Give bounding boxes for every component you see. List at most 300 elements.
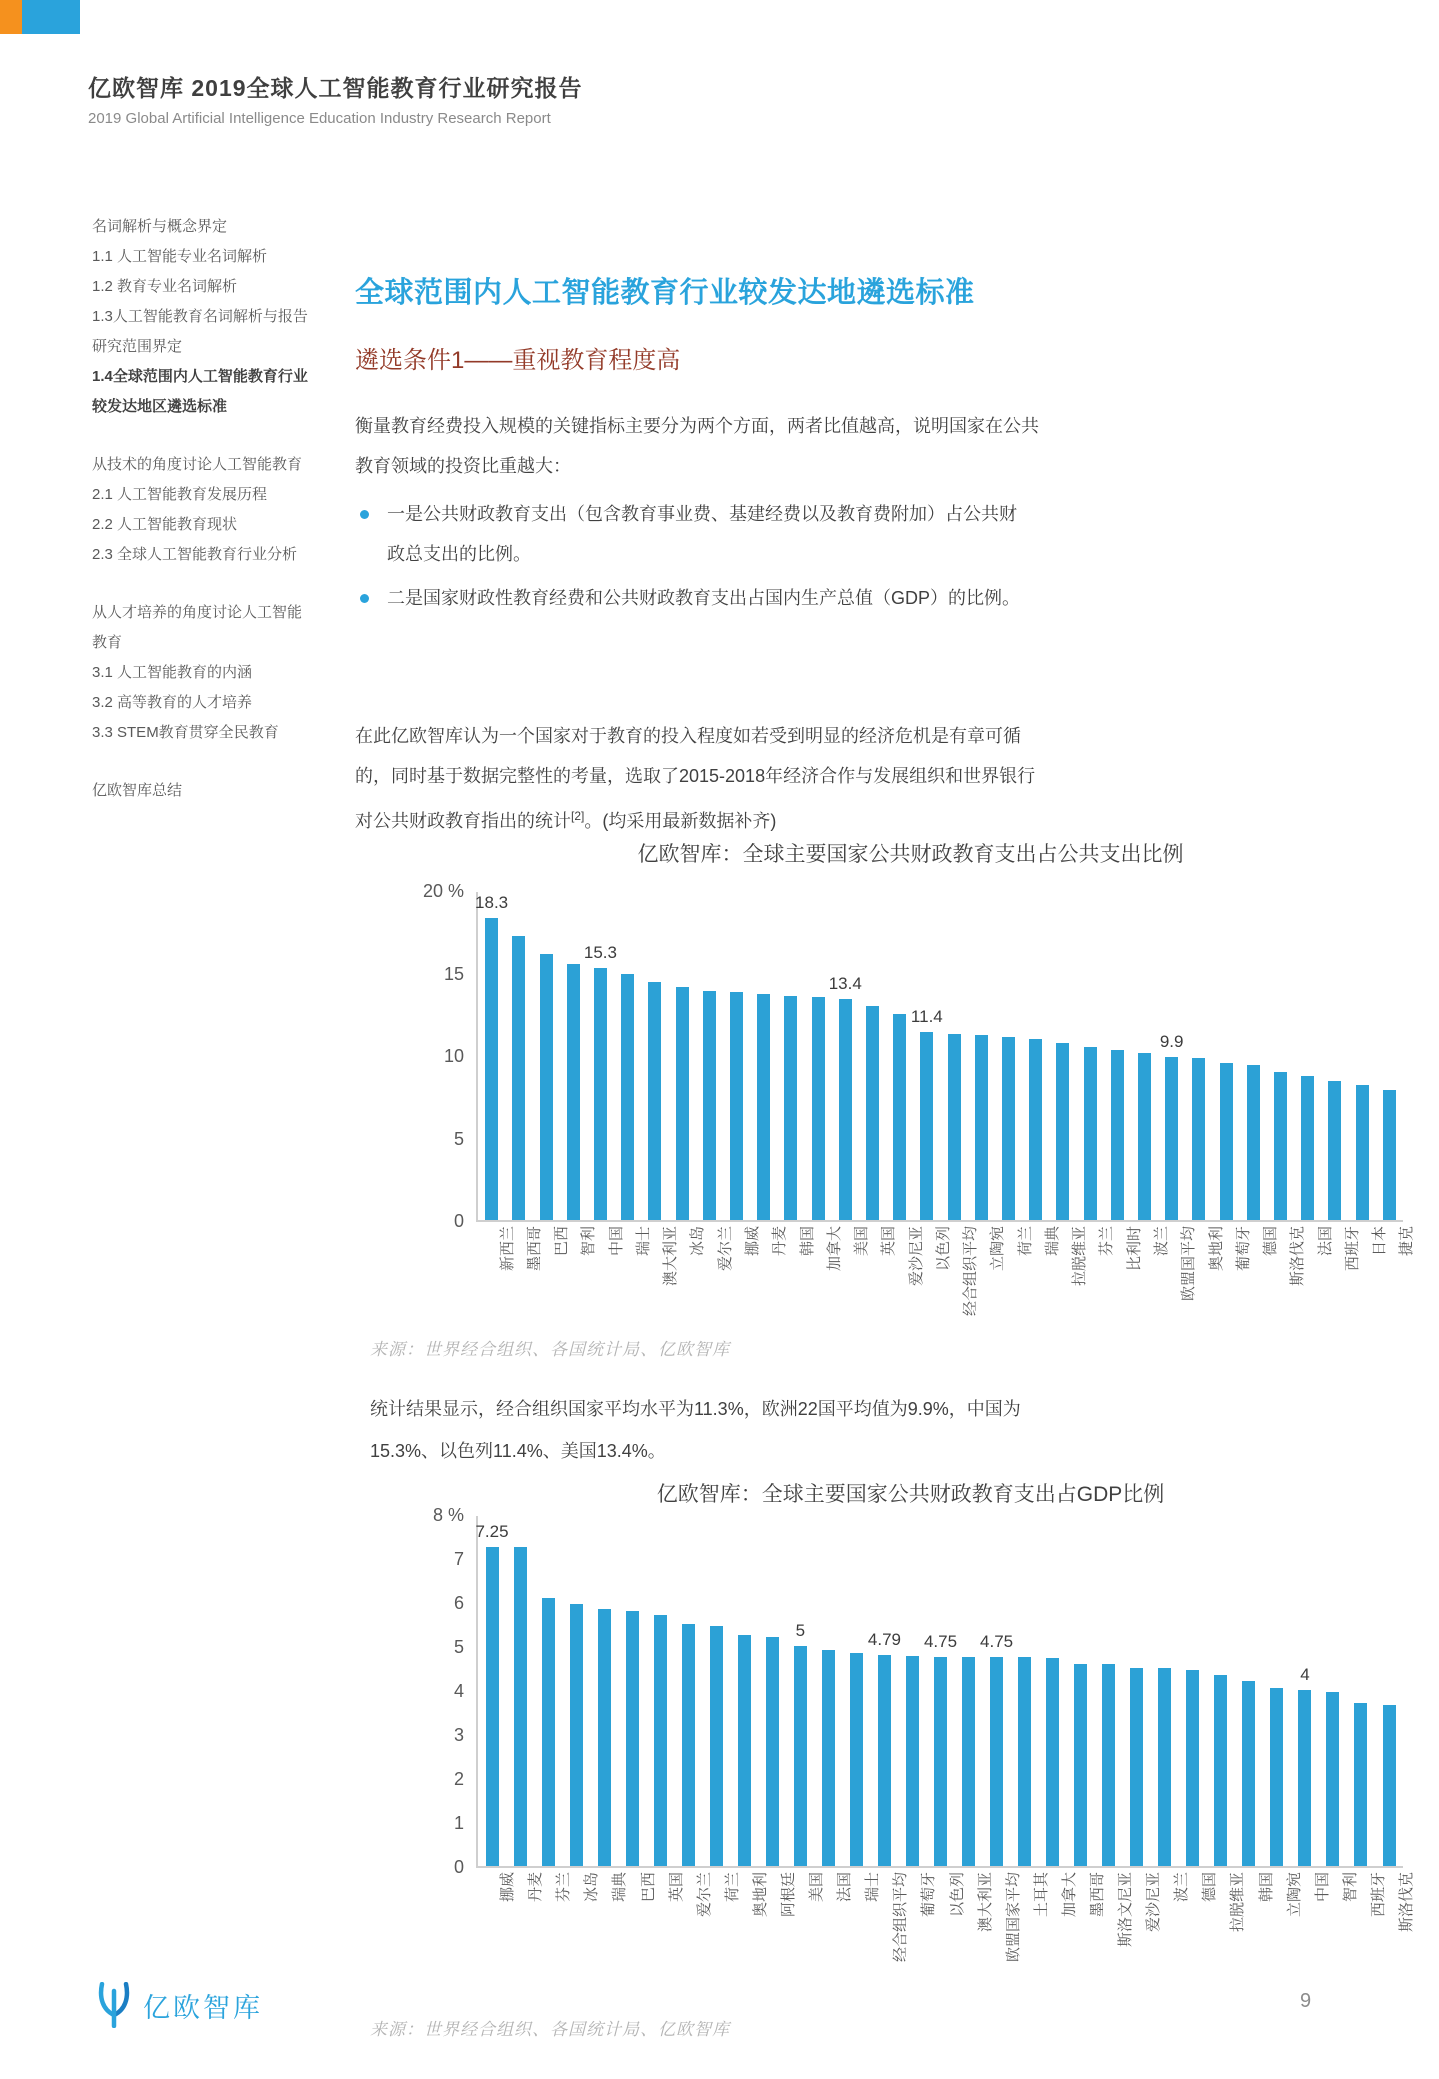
y-axis-tick: 6 xyxy=(453,1593,464,1613)
bar-column xyxy=(1067,1516,1095,1866)
x-axis-label: 智利 xyxy=(580,1226,598,1257)
x-axis-labels xyxy=(418,1222,1416,1330)
chart-title: 亿欧智库：全球主要国家公共财政教育支出占公共支出比例 xyxy=(637,843,1184,866)
bar-澳大利亚 xyxy=(648,982,661,1220)
bar-column xyxy=(842,1516,870,1866)
x-axis-cell xyxy=(612,1222,652,1330)
bar-巴西 xyxy=(540,954,553,1220)
bar-韩国 xyxy=(784,996,797,1220)
x-axis-label: 经合组织平均 xyxy=(962,1226,980,1317)
bar-column xyxy=(1131,892,1158,1220)
x-axis-cell xyxy=(694,1222,734,1330)
bar-column xyxy=(758,1516,786,1866)
sidebar-item[interactable]: 2.2 人工智能教育现状 xyxy=(92,516,238,533)
bar-column xyxy=(730,1516,758,1866)
bar-拉脱维亚 xyxy=(1214,1675,1227,1866)
x-axis-cell xyxy=(1010,1868,1050,1976)
x-axis-cell xyxy=(721,1222,762,1330)
x-axis-cell xyxy=(785,1868,826,1976)
bar-挪威 xyxy=(486,1547,499,1866)
x-axis-label: 奥地利 xyxy=(1207,1226,1225,1272)
bar-column xyxy=(898,1516,926,1866)
bar-column xyxy=(1123,1516,1151,1866)
bar-column xyxy=(583,892,617,1220)
y-axis-tick: 4 xyxy=(453,1681,464,1701)
x-axis-label: 比利时 xyxy=(1125,1226,1143,1272)
data-label: 4 xyxy=(1300,1665,1310,1684)
sidebar-item[interactable]: 2.1 人工智能教育发展历程 xyxy=(92,486,268,503)
chart-title: 亿欧智库：全球主要国家公共财政教育支出占GDP比例 xyxy=(656,1483,1165,1506)
x-axis-cell xyxy=(1049,1222,1089,1330)
data-label: 9.9 xyxy=(1159,1031,1184,1051)
footer-logo-text: 亿欧智库 xyxy=(143,1992,263,2023)
brand-blue-block xyxy=(22,0,80,34)
y-axis-tick: 20 % xyxy=(422,881,464,901)
bar-斯洛伐克 xyxy=(1383,1705,1396,1866)
x-axis-cell xyxy=(1319,1868,1359,1976)
bar-波兰 xyxy=(1138,1053,1151,1220)
list-item xyxy=(358,494,1034,574)
table-of-contents xyxy=(92,212,310,834)
bar-column xyxy=(750,892,777,1220)
x-axis-label: 挪威 xyxy=(499,1872,517,1903)
x-axis-cell xyxy=(558,1222,598,1330)
x-axis-cell xyxy=(1206,1868,1247,1976)
bar-芬兰 xyxy=(542,1598,555,1866)
sidebar-item[interactable]: 1.4全球范围内人工智能教育行业较发达地区遴选标准 xyxy=(92,368,308,415)
x-axis-cell xyxy=(776,1222,816,1330)
bar-column xyxy=(1263,1516,1291,1866)
x-axis-cell xyxy=(1375,1868,1416,1976)
bar-立陶宛 xyxy=(1270,1688,1283,1866)
x-axis-label: 墨西哥 xyxy=(1089,1872,1107,1918)
bars-area xyxy=(476,892,1403,1222)
bar-瑞士 xyxy=(850,1653,863,1866)
x-axis-cell xyxy=(1294,1222,1334,1330)
y-axis-tick: 8 % xyxy=(432,1505,464,1525)
bar-墨西哥 xyxy=(512,936,525,1220)
y-axis xyxy=(418,1505,468,1877)
bar-瑞典 xyxy=(598,1609,611,1866)
x-axis-cell xyxy=(858,1222,898,1330)
bar-column xyxy=(1158,892,1185,1220)
bar-以色列 xyxy=(934,1657,947,1866)
x-axis-cell xyxy=(813,1868,854,1976)
bar-奥地利 xyxy=(1192,1058,1205,1220)
subsection-heading: 遴选条件1——重视教育程度高 xyxy=(355,347,681,374)
x-axis-cell xyxy=(701,1868,741,1976)
x-axis-cell xyxy=(1263,1868,1303,1976)
x-axis-cell xyxy=(1066,1868,1107,1976)
sidebar-item[interactable]: 从技术的角度讨论人工智能教育 xyxy=(92,456,303,473)
sidebar-item[interactable]: 3.3 STEM教育贯穿全民教育 xyxy=(92,724,279,741)
bar-爱尔兰 xyxy=(703,991,716,1220)
bar-column xyxy=(590,1516,618,1866)
x-axis-cell xyxy=(967,1222,1007,1330)
bar-美国 xyxy=(794,1646,807,1866)
x-axis-cell xyxy=(1267,1222,1307,1330)
bar-column xyxy=(614,892,641,1220)
list-item xyxy=(358,578,1034,618)
x-axis-cell xyxy=(1178,1868,1219,1976)
y-axis-tick: 15 xyxy=(443,963,464,984)
x-axis-cell xyxy=(1239,1222,1280,1330)
bar-英国 xyxy=(654,1615,667,1866)
bar-土耳其 xyxy=(1018,1657,1031,1866)
y-axis-tick: 3 xyxy=(453,1725,464,1745)
x-axis-label: 爱尔兰 xyxy=(716,1226,734,1272)
bar-column xyxy=(674,1516,702,1866)
sidebar-item[interactable]: 从人才培养的角度讨论人工智能教育 xyxy=(92,604,303,651)
x-axis-label: 立陶宛 xyxy=(989,1226,1007,1272)
section-heading: 全球范围内人工智能教育行业较发达地遴选标准 xyxy=(355,277,975,309)
x-axis-cell xyxy=(940,1222,980,1330)
x-axis-label: 西班牙 xyxy=(1343,1226,1361,1272)
x-axis-label: 丹麦 xyxy=(771,1226,789,1257)
chart-plot-area xyxy=(418,881,1403,1231)
x-axis-label: 葡萄牙 xyxy=(1234,1226,1252,1272)
x-axis-cell xyxy=(1094,1868,1135,1976)
x-axis-cell xyxy=(729,1868,769,1976)
bar-巴西 xyxy=(626,1611,639,1866)
bar-欧盟国平均 xyxy=(1165,1057,1178,1220)
x-axis-label: 德国 xyxy=(1262,1226,1280,1257)
x-axis-label: 智利 xyxy=(1341,1872,1359,1903)
x-axis-cell xyxy=(757,1868,797,1976)
x-axis-cell xyxy=(531,1222,571,1330)
x-axis-cell xyxy=(1021,1222,1061,1330)
x-axis-cell xyxy=(532,1868,573,1976)
bar-column xyxy=(1267,892,1294,1220)
x-axis-label: 拉脱维亚 xyxy=(1229,1872,1247,1933)
bar-墨西哥 xyxy=(1074,1664,1087,1866)
x-axis-label: 捷克 xyxy=(1398,1226,1416,1257)
bar-比利时 xyxy=(1111,1050,1124,1220)
chart-gdp-ratio xyxy=(418,1478,1416,1976)
bar-column xyxy=(786,1516,814,1866)
x-axis-label: 瑞典 xyxy=(1043,1226,1061,1257)
bar-column xyxy=(886,892,913,1220)
x-axis-label: 欧盟国家平均 xyxy=(1004,1872,1022,1963)
paragraph-text: 。(均采用最新数据补齐) xyxy=(584,811,777,831)
x-axis-label: 斯洛文尼亚 xyxy=(1117,1872,1135,1948)
x-axis-cell xyxy=(667,1222,707,1330)
bar-德国 xyxy=(1186,1670,1199,1866)
x-axis-label: 以色列 xyxy=(948,1872,966,1918)
bar-column xyxy=(1185,892,1212,1220)
bar-荷兰 xyxy=(710,1626,723,1866)
bar-column xyxy=(534,1516,562,1866)
sidebar-item[interactable]: 1.1 人工智能专业名词解析 xyxy=(92,248,268,265)
x-axis-cell xyxy=(476,1222,516,1330)
x-axis-cell xyxy=(1235,1868,1275,1976)
bullet-icon xyxy=(360,594,369,603)
x-axis-cell xyxy=(588,1868,629,1976)
bar-奥地利 xyxy=(738,1635,751,1866)
bar-column xyxy=(1049,892,1076,1220)
source-note: 来源：世界经合组织、各国统计局、亿欧智库 xyxy=(370,2020,730,2039)
data-label: 4.75 xyxy=(923,1632,958,1651)
x-axis-cell xyxy=(954,1868,994,1976)
bar-column xyxy=(1240,892,1267,1220)
bar-column xyxy=(560,892,587,1220)
bar-拉脱维亚 xyxy=(1056,1043,1069,1220)
bar-column xyxy=(1039,1516,1067,1866)
x-axis-cell xyxy=(503,1222,543,1330)
bar-column xyxy=(910,892,943,1220)
x-axis-label: 瑞典 xyxy=(611,1872,629,1903)
bar-column xyxy=(646,1516,674,1866)
x-axis-label: 荷兰 xyxy=(723,1872,741,1903)
bar-爱沙尼亚 xyxy=(893,1014,906,1220)
bar-column xyxy=(1376,892,1403,1220)
source-note: 来源：世界经合组织、各国统计局、亿欧智库 xyxy=(370,1340,730,1359)
x-axis-label: 冰岛 xyxy=(583,1872,601,1903)
bar-column xyxy=(1321,892,1348,1220)
bar-阿根廷 xyxy=(766,1637,779,1866)
bar-芬兰 xyxy=(1084,1047,1097,1220)
x-axis-cell xyxy=(885,1222,925,1330)
x-axis-label: 巴西 xyxy=(639,1872,657,1903)
bar-冰岛 xyxy=(676,987,689,1220)
y-axis-tick: 10 xyxy=(443,1046,464,1066)
data-label: 13.4 xyxy=(828,973,862,993)
x-axis-label: 芬兰 xyxy=(1098,1226,1116,1257)
x-axis-label: 英国 xyxy=(667,1872,685,1903)
x-axis-cell xyxy=(912,1222,952,1330)
bar-column xyxy=(1011,1516,1039,1866)
x-axis-label: 波兰 xyxy=(1153,1226,1171,1257)
stats-paragraph: 统计结果显示，经合组织国家平均水平为11.3%，欧洲22国平均值为9.9%，中国为15.3%、以色列11.4%、美国13.4%。 xyxy=(370,1399,1021,1461)
x-axis-label: 墨西哥 xyxy=(525,1226,543,1272)
bar-column xyxy=(1179,1516,1207,1866)
bar-column xyxy=(859,892,886,1220)
bar-column xyxy=(505,892,532,1220)
x-axis-label: 冰岛 xyxy=(689,1226,707,1257)
bar-葡萄牙 xyxy=(906,1656,919,1866)
x-axis-cell xyxy=(1376,1222,1416,1330)
bar-法国 xyxy=(1301,1076,1314,1220)
y-axis-tick: 7 xyxy=(453,1549,464,1569)
bar-丹麦 xyxy=(757,994,770,1220)
x-axis-label: 日本 xyxy=(1371,1226,1389,1257)
x-axis-label: 韩国 xyxy=(1257,1872,1275,1903)
x-axis-cell xyxy=(1076,1222,1116,1330)
x-axis-label: 芬兰 xyxy=(555,1872,573,1903)
bar-日本 xyxy=(1356,1085,1369,1220)
bar-韩国 xyxy=(1242,1681,1255,1866)
x-axis-cell xyxy=(749,1222,789,1330)
bar-column xyxy=(867,1516,901,1866)
bar-加拿大 xyxy=(1046,1658,1059,1866)
x-axis-label: 波兰 xyxy=(1173,1872,1191,1903)
x-axis-label: 丹麦 xyxy=(527,1872,545,1903)
bar-column xyxy=(1375,1516,1403,1866)
x-axis-cell xyxy=(1185,1222,1225,1330)
bar-经合组织平均 xyxy=(948,1034,961,1220)
x-axis-cell xyxy=(1291,1868,1331,1976)
x-axis-label: 韩国 xyxy=(798,1226,816,1257)
bar-column xyxy=(1207,1516,1235,1866)
x-axis-label: 挪威 xyxy=(744,1226,762,1257)
bar-中国 xyxy=(594,968,607,1220)
y-axis-tick: 5 xyxy=(453,1637,464,1657)
bar-column xyxy=(506,1516,534,1866)
bar-column xyxy=(668,892,695,1220)
brand-orange-block xyxy=(0,0,22,34)
data-label: 5 xyxy=(795,1621,806,1640)
sidebar-item[interactable]: 2.3 全球人工智能教育行业分析 xyxy=(92,546,298,563)
y-axis xyxy=(418,881,468,1231)
x-axis-label: 美国 xyxy=(808,1872,826,1903)
bar-法国 xyxy=(822,1650,835,1866)
bullet-icon xyxy=(360,510,369,519)
bar-column xyxy=(618,1516,646,1866)
x-axis-label: 澳大利亚 xyxy=(976,1872,994,1933)
x-axis-label: 立陶宛 xyxy=(1285,1872,1303,1918)
x-axis-label: 以色列 xyxy=(934,1226,952,1272)
x-axis-cell xyxy=(585,1222,625,1330)
x-axis-label: 德国 xyxy=(1201,1872,1219,1903)
bar-column xyxy=(1095,1516,1123,1866)
x-axis-label: 法国 xyxy=(836,1872,854,1903)
bar-智利 xyxy=(567,964,580,1220)
bar-美国 xyxy=(839,999,852,1220)
x-axis-cell xyxy=(1321,1222,1361,1330)
bar-column xyxy=(641,892,668,1220)
bar-column xyxy=(1151,1516,1179,1866)
y-axis-tick: 0 xyxy=(453,1857,464,1877)
x-axis-label: 奥地利 xyxy=(751,1872,769,1918)
bar-澳大利亚 xyxy=(962,1657,975,1866)
data-label: 18.3 xyxy=(475,893,509,913)
x-axis-label: 爱尔兰 xyxy=(695,1872,713,1918)
bar-荷兰 xyxy=(1002,1037,1015,1220)
x-axis-cell xyxy=(994,1222,1034,1330)
bar-新西兰 xyxy=(485,918,498,1220)
x-axis-cell xyxy=(640,1222,680,1330)
bar-丹麦 xyxy=(514,1547,527,1866)
x-axis-label: 加拿大 xyxy=(1060,1872,1078,1918)
bar-西班牙 xyxy=(1354,1703,1367,1866)
footnote-ref: [2] xyxy=(571,809,585,823)
x-axis-cell xyxy=(1038,1868,1078,1976)
x-axis-label: 阿根廷 xyxy=(779,1872,797,1918)
sidebar-item[interactable]: 1.2 教育专业名词解析 xyxy=(92,278,238,295)
x-axis-label: 西班牙 xyxy=(1369,1872,1387,1918)
x-axis-cell xyxy=(1130,1222,1171,1330)
x-axis-cell xyxy=(1150,1868,1191,1976)
x-axis-cell xyxy=(616,1868,657,1976)
bar-column xyxy=(1076,892,1103,1220)
x-axis-cell xyxy=(560,1868,601,1976)
bar-column xyxy=(532,892,559,1220)
x-axis-label: 中国 xyxy=(1313,1872,1331,1903)
x-axis-label: 拉脱维亚 xyxy=(1071,1226,1089,1287)
bar-column xyxy=(475,1516,509,1866)
x-axis-label: 新西兰 xyxy=(498,1226,516,1272)
bar-column xyxy=(968,892,995,1220)
bar-column xyxy=(1104,892,1131,1220)
x-axis-label: 法国 xyxy=(1316,1226,1334,1257)
bar-智利 xyxy=(1326,1692,1339,1866)
x-axis-cell xyxy=(645,1868,685,1976)
method-paragraph xyxy=(355,716,1045,841)
data-label: 4.79 xyxy=(867,1630,901,1650)
bar-英国 xyxy=(866,1006,879,1221)
bar-column xyxy=(995,892,1022,1220)
toc-group xyxy=(92,598,310,748)
bar-column xyxy=(814,1516,842,1866)
bar-column xyxy=(1349,892,1376,1220)
x-axis-label: 加拿大 xyxy=(825,1226,843,1272)
bar-column xyxy=(562,1516,590,1866)
bar-西班牙 xyxy=(1328,1081,1341,1220)
bullet-text: 一是公共财政教育支出（包含教育事业费、基建经费以及教育费附加）占公共财政总支出的比例。 xyxy=(387,504,1017,564)
chart-public-spending-ratio xyxy=(418,838,1416,1330)
bar-斯洛文尼亚 xyxy=(1102,1664,1115,1866)
y-axis-tick: 0 xyxy=(453,1211,464,1231)
bar-column xyxy=(1212,892,1239,1220)
sidebar-item[interactable]: 1.3人工智能教育名词解析与报告研究范围界定 xyxy=(92,308,308,355)
bar-捷克 xyxy=(1383,1090,1396,1220)
toc-group xyxy=(92,212,310,422)
bar-column xyxy=(777,892,804,1220)
x-axis-cell xyxy=(1347,1868,1387,1976)
x-axis-cell xyxy=(803,1222,843,1330)
bar-冰岛 xyxy=(570,1604,583,1866)
bar-column xyxy=(475,892,509,1220)
eo-logo-icon xyxy=(95,1982,133,2028)
x-axis-label: 斯洛伐克 xyxy=(1289,1226,1307,1287)
x-axis-cell xyxy=(1349,1222,1389,1330)
x-axis-cell xyxy=(926,1868,966,1976)
x-axis-labels xyxy=(418,1868,1416,1976)
bar-波兰 xyxy=(1158,1668,1171,1866)
bar-column xyxy=(723,892,750,1220)
data-label: 4.75 xyxy=(980,1632,1014,1651)
x-axis-cell xyxy=(1212,1222,1252,1330)
bar-column xyxy=(1022,892,1049,1220)
bar-爱沙尼亚 xyxy=(1130,1668,1143,1866)
toc-group xyxy=(92,450,310,570)
x-axis-cell xyxy=(830,1222,871,1330)
toc-group xyxy=(92,776,310,806)
bar-欧盟国家平均 xyxy=(990,1657,1003,1866)
data-label: 15.3 xyxy=(583,942,617,962)
x-axis-label: 瑞士 xyxy=(864,1872,882,1903)
x-axis-cell xyxy=(1158,1222,1198,1330)
x-axis-label: 经合组织平均 xyxy=(892,1872,910,1963)
footer-logo xyxy=(95,1982,263,2028)
sidebar-item[interactable]: 3.2 高等教育的人才培养 xyxy=(92,694,253,711)
bar-以色列 xyxy=(920,1032,933,1220)
bar-column xyxy=(1235,1516,1263,1866)
x-axis-label: 荷兰 xyxy=(1016,1226,1034,1257)
report-subtitle: 2019 Global Artificial Intelligence Education Industry Research Report xyxy=(88,110,551,127)
bar-column xyxy=(1347,1516,1375,1866)
bar-德国 xyxy=(1247,1065,1260,1220)
bar-column xyxy=(1291,1516,1319,1866)
x-axis-cell xyxy=(476,1868,517,1976)
data-label: 7.25 xyxy=(475,1522,509,1541)
sidebar-item[interactable]: 亿欧智库总结 xyxy=(92,782,183,799)
bar-column xyxy=(980,1516,1014,1866)
sidebar-item[interactable]: 名词解析与概念界定 xyxy=(92,218,228,235)
bar-葡萄牙 xyxy=(1220,1063,1233,1220)
sidebar-item[interactable]: 3.1 人工智能教育的内涵 xyxy=(92,664,253,681)
y-axis-tick: 2 xyxy=(453,1769,464,1789)
